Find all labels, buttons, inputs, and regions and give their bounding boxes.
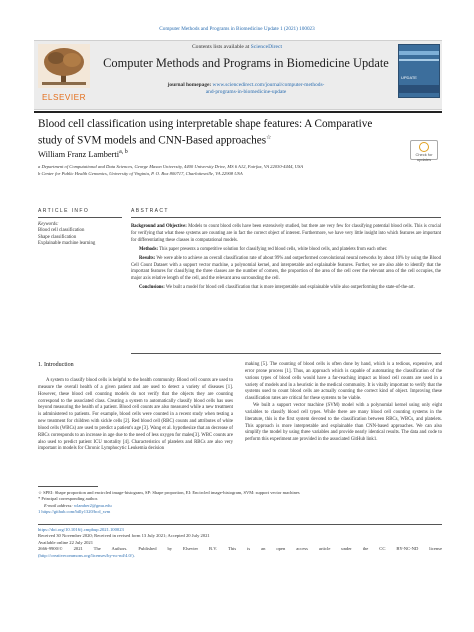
publication-info <box>38 527 442 559</box>
intro-paragraph: We built a support vector machine (SVM) model with a polynomial kernel using only eight variables to classify blood cell types. While there are many blood cell counting systems in the literature, this is the first system devoted to the classification between RBCs, WBCs, and platelets. This approach is more interpretable and explainable than CNN-based approaches. We can also simplify the model by using three variables and provide nearly identical results. The data and code to perform this experiment are provided in the associated GitHub link1. <box>245 403 442 443</box>
abbreviation-footnote: ☆ SPEI: Shape proportion and encircled image-histogram, SP: Shape proportion, EI: Encircled image-histogram, SVM: support vector machines <box>38 490 300 495</box>
intro-right-column <box>245 362 442 444</box>
journal-homepage <box>96 82 396 95</box>
elsevier-tree-logo <box>38 44 90 88</box>
abstract-results <box>131 256 441 284</box>
author-name[interactable]: William Franz Lamberti <box>38 149 120 159</box>
intro-paragraph: A system to classify blood cells is helpful to the health community. Blood cell counts are used to measure the overall health of a given patient and are used to detect a variety of diseases [1]. However, these blood cell counting models do not verify that the objects they are counting correspond to the associated class. Creating a system to automatically classify blood cells has uses beyond measuring the health of a patient. Blood cell counts are also measured while a new treatment is administered to patients. For example, blood cells were counted in a recent study when testing a new treatment for children with sickle cells [2]. Red blood cell (RBC) counts and attributes of white blood cells (WBCs) are used to predict a patient's age [3]. Wang et al. hypothesize that an decrease of RBCs corresponds to an increase in age due to the need of less oxygen for males[3]. WBC counts are also used to predict patient ICU mortality [4]. Characteristics of platelets and RBCs are also very important in models for Chronic Lymphocytic Leukemia decision <box>38 378 233 452</box>
footnote-rule <box>38 486 98 487</box>
article-info-heading: ARTICLE INFO <box>38 208 90 214</box>
keyword-item: Blood cell classification <box>38 228 85 234</box>
keywords-label: Keywords: <box>38 222 59 227</box>
abstract-methods <box>131 247 441 254</box>
received-dates: Received 30 November 2020; Received in revised form 13 July 2021; Accepted 20 July 2021 <box>38 533 210 539</box>
footnotes <box>38 490 442 516</box>
journal-title: Computer Methods and Programs in Biomedicine Update <box>103 56 389 70</box>
author-affil-marks[interactable]: a, b <box>119 149 128 155</box>
abstract-conclusion <box>131 285 441 292</box>
journal-cover-image <box>398 44 440 98</box>
publisher-name: ELSEVIER <box>41 93 87 102</box>
available-online: Available online 22 July 2021 <box>38 539 94 545</box>
license-text: 2666-9900/© 2021 The Authors. Published by Elsevier B.V. This is an open access article under the CC BY-NC-ND license <box>38 546 442 552</box>
doi-link[interactable]: https://doi.org/10.1016/j.cmpbup.2021.100023 <box>38 527 124 532</box>
affiliation-a: a Department of Computational and Data Sciences, George Mason University, 4400 University Drive, MS 6 A12, Fairfax, VA 22030-4444, USA <box>38 164 304 169</box>
homepage-link-cont[interactable]: and-programs-in-biomedicine-update <box>205 88 287 95</box>
header-rule <box>34 111 442 113</box>
article-info-rule <box>38 217 122 218</box>
check-updates-icon <box>419 142 429 152</box>
license-link[interactable]: (http://creativecommons.org/licenses/by-nc-nd/4.0/). <box>38 552 135 558</box>
section-heading: 1. Introduction <box>38 362 74 368</box>
abstract-background <box>131 224 441 245</box>
sciencedirect-link[interactable]: ScienceDirect <box>250 44 283 50</box>
title-line-2: study of SVM models and CNN-Based approaches <box>38 134 267 147</box>
background-label: Background and Objective: <box>131 224 187 229</box>
results-text: We were able to achieve an overall classification rate of about 99% and outperformed convolutional neural networks by about 10% by using the Blood Cell Count Dataset with a support vector machine, a polynomial kernel, and interpretable and explainable features. Further, we are also able to identify that the important features for classifying the three classes are the number of corners, the proportion of the area of the cell over the relevant area of the cell occupies, the major axis relative length of the cell, and the relevant area surrounding the cell. <box>131 255 441 282</box>
keywords-block <box>38 222 95 248</box>
homepage-link[interactable]: www.sciencedirect.com/journal/computer-methods- <box>212 82 325 88</box>
conclusion-text: We built a model for blood cell classification that is more interpretable and explainable while also outperforming the state-of-the-art. <box>165 285 415 291</box>
copyright-rule <box>38 524 442 525</box>
affiliation-b: b Center for Public Health Genomics, University of Virginia, P. O. Box 800717, Charlottesville, VA 22908 USA <box>38 170 243 176</box>
conclusion-label: Conclusions: <box>139 285 165 291</box>
cover-label: UPDATE <box>401 75 417 80</box>
title-line-1: Blood cell classification using interpretable shape features: A Comparative <box>38 118 373 130</box>
background-text: Models to count blood cells have been extensively studied, but there are very few for classifying potential blood cells. This is crucial for verifying that what these systems are counting are in fact the correct object of interest. Furthermore, we have very little insight into which features are important for differentiating these classes in computational models. <box>131 224 441 243</box>
methods-label: Methods: <box>139 246 159 252</box>
homepage-label: journal homepage: <box>167 82 213 88</box>
github-footnote-link[interactable]: 1 https://github.com/billy1320/bcd_svm <box>38 509 111 515</box>
check-for-updates-button[interactable] <box>410 140 438 160</box>
intro-paragraph: making [5]. The counting of blood cells is often done by hand, which is a tedious, expensive, and error prone process [1]. Thus, an approach which is capable of automating the classification of the various types of blood cells would have a far-reaching impact as blood cell counts are used in a variety of models and in a heuristic in the medical community. It is vitally important to verify that the systems used to count blood cells are actually counting the correct kind of object. Improving these classification rates are critical for these systems to be viable. <box>245 362 442 402</box>
email-link[interactable]: wlamber2@gmu.edu <box>73 502 112 508</box>
keyword-item: Explainable machine learning <box>38 241 96 247</box>
corresponding-footnote: * Principal corresponding author. <box>38 496 98 502</box>
intro-left-column <box>38 378 233 453</box>
abstract-rule-bottom <box>131 353 441 354</box>
paper-title <box>38 118 378 148</box>
results-label: Results: <box>139 255 156 261</box>
check-updates-label: Check for updates <box>415 152 433 162</box>
author-line <box>38 149 128 159</box>
keyword-item: Shape classification <box>38 234 77 240</box>
journal-header <box>34 40 442 110</box>
journal-reference[interactable]: Computer Methods and Programs in Biomedicine Update 1 (2021) 100023 <box>159 26 315 32</box>
contents-prefix: Contents lists available at <box>191 44 251 50</box>
abstract-heading: ABSTRACT <box>131 208 169 214</box>
methods-text: This paper presents a competitive solution for classifying red blood cells, white blood cells, and platelets from each other. <box>159 246 388 252</box>
abstract-rule-top <box>131 217 441 218</box>
title-footnote-mark[interactable]: ☆ <box>266 134 272 141</box>
abstract-body <box>131 224 441 294</box>
email-label: E-mail address: <box>44 502 74 508</box>
